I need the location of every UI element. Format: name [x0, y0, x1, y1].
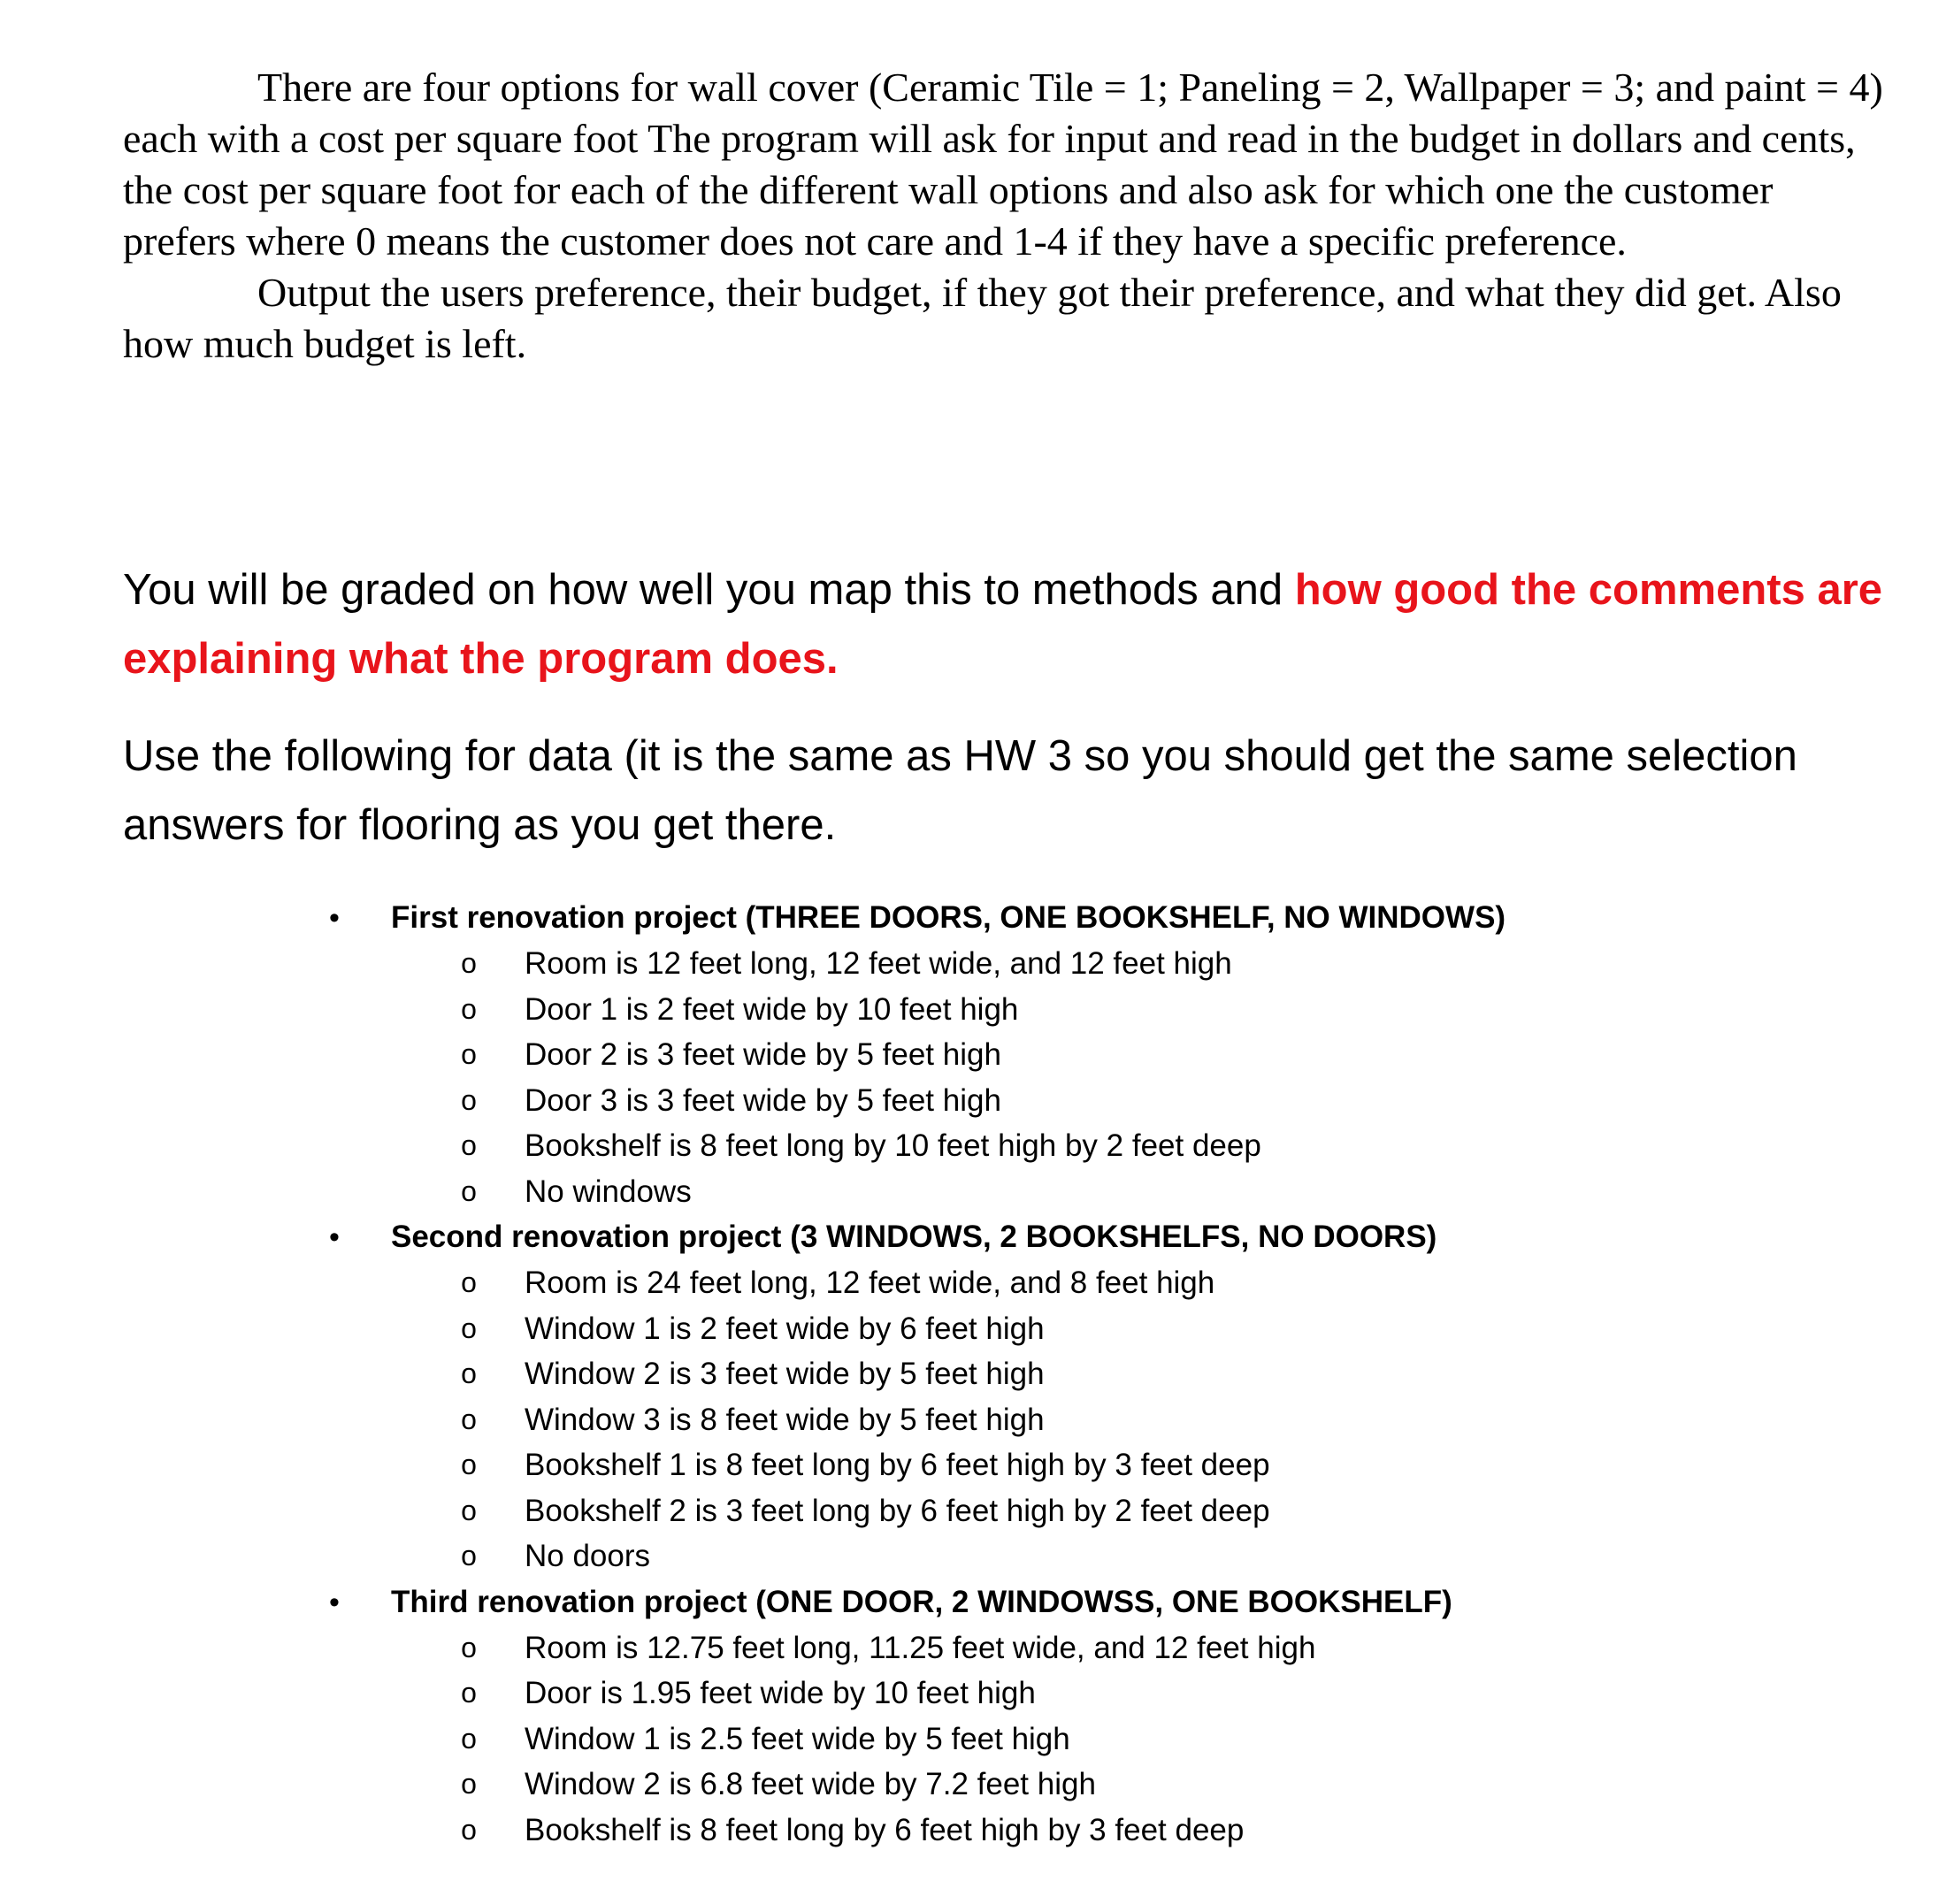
project-detail-item	[0, 1488, 1946, 1534]
project-title: Second renovation project (3 WINDOWS, 2 BOOKSHELFS, NO DOORS)	[391, 1220, 1437, 1254]
grading-statement-emphasis: how good the comments are explaining what the program does.	[123, 566, 1883, 683]
project-detail-text: No windows	[525, 1174, 692, 1209]
renovation-project	[0, 1579, 1946, 1854]
project-detail-text: Bookshelf is 8 feet long by 10 feet high by 2 feet deep	[525, 1128, 1261, 1163]
renovation-project	[0, 1214, 1946, 1579]
project-detail-text: Window 2 is 6.8 feet wide by 7.2 feet high	[525, 1767, 1096, 1801]
assignment-intro	[123, 62, 1883, 370]
project-detail-text: Door 2 is 3 feet wide by 5 feet high	[525, 1037, 1001, 1072]
project-detail-text: Bookshelf 1 is 8 feet long by 6 feet high by 3 feet deep	[525, 1448, 1270, 1482]
project-detail-text: Bookshelf is 8 feet long by 6 feet high by 3 feet deep	[525, 1812, 1245, 1847]
project-details-list	[391, 941, 1946, 1214]
project-detail-item	[0, 1260, 1946, 1306]
circle-bullet-icon: o	[461, 947, 477, 979]
renovation-projects-list	[0, 895, 1946, 1853]
grading-statement	[123, 555, 1883, 693]
project-detail-item	[0, 1032, 1946, 1078]
project-title: First renovation project (THREE DOORS, ONE BOOKSHELF, NO WINDOWS)	[391, 900, 1506, 935]
renovation-project	[0, 895, 1946, 1214]
project-details-list	[391, 1260, 1946, 1579]
circle-bullet-icon: o	[461, 1722, 477, 1755]
circle-bullet-icon: o	[461, 1677, 477, 1709]
bullet-icon: •	[329, 1220, 340, 1254]
project-detail-item	[0, 1351, 1946, 1397]
circle-bullet-icon: o	[461, 1768, 477, 1800]
circle-bullet-icon: o	[461, 1494, 477, 1526]
project-detail-item	[0, 1762, 1946, 1808]
bullet-icon: •	[329, 1585, 340, 1619]
project-detail-item	[0, 987, 1946, 1033]
project-detail-text: Room is 12 feet long, 12 feet wide, and 12 feet high	[525, 946, 1232, 981]
circle-bullet-icon: o	[461, 1266, 477, 1298]
circle-bullet-icon: o	[461, 1449, 477, 1480]
circle-bullet-icon: o	[461, 1174, 477, 1207]
grading-statement-plain: You will be graded on how well you map this to methods and	[123, 566, 1295, 614]
project-detail-text: Bookshelf 2 is 3 feet long by 6 feet high by 2 feet deep	[525, 1493, 1270, 1528]
project-detail-item	[0, 941, 1946, 987]
project-detail-text: No doors	[525, 1539, 651, 1573]
project-detail-text: Window 3 is 8 feet wide by 5 feet high	[525, 1402, 1045, 1437]
circle-bullet-icon: o	[461, 1357, 477, 1389]
project-detail-item	[0, 1169, 1946, 1215]
project-detail-text: Window 2 is 3 feet wide by 5 feet high	[525, 1357, 1045, 1391]
project-detail-item	[0, 1123, 1946, 1169]
project-detail-text: Window 1 is 2.5 feet wide by 5 feet high	[525, 1721, 1070, 1756]
intro-paragraph-wall-options: There are four options for wall cover (Ceramic Tile = 1; Paneling = 2, Wallpaper = 3; and paint = 4) each with a cost per square foot The program will ask for input and read in the budget in dollars and cents, the cost per square foot for each of the different wall options and also ask for which one the customer prefers where 0 means the customer does not care and 1-4 if they have a specific preference.	[123, 65, 1883, 264]
project-detail-item	[0, 1533, 1946, 1579]
circle-bullet-icon: o	[461, 1083, 477, 1116]
circle-bullet-icon: o	[461, 1540, 477, 1571]
project-detail-text: Door is 1.95 feet wide by 10 feet high	[525, 1676, 1036, 1710]
circle-bullet-icon: o	[461, 1311, 477, 1344]
circle-bullet-icon: o	[461, 1813, 477, 1846]
project-detail-item	[0, 1442, 1946, 1488]
project-detail-item	[0, 1808, 1946, 1854]
project-detail-item	[0, 1717, 1946, 1763]
circle-bullet-icon: o	[461, 1129, 477, 1161]
circle-bullet-icon: o	[461, 1403, 477, 1435]
project-detail-text: Room is 24 feet long, 12 feet wide, and 8 feet high	[525, 1266, 1215, 1300]
bullet-icon: •	[329, 901, 340, 935]
project-detail-text: Room is 12.75 feet long, 11.25 feet wide, and 12 feet high	[525, 1630, 1316, 1665]
project-title: Third renovation project (ONE DOOR, 2 WINDOWSS, ONE BOOKSHELF)	[391, 1584, 1452, 1619]
intro-paragraph-output: Output the users preference, their budget, if they got their preference, and what they did get. Also how much budget is left.	[123, 270, 1842, 366]
circle-bullet-icon: o	[461, 1038, 477, 1070]
project-detail-item	[0, 1397, 1946, 1443]
data-instructions: Use the following for data (it is the same as HW 3 so you should get the same selection answers for flooring as you get there.	[123, 732, 1797, 849]
project-detail-item	[0, 1671, 1946, 1717]
project-detail-item	[0, 1078, 1946, 1124]
project-detail-text: Window 1 is 2 feet wide by 6 feet high	[525, 1311, 1045, 1346]
project-detail-text: Door 3 is 3 feet wide by 5 feet high	[525, 1082, 1001, 1118]
project-detail-text: Door 1 is 2 feet wide by 10 feet high	[525, 991, 1019, 1027]
project-detail-item	[0, 1625, 1946, 1671]
circle-bullet-icon: o	[461, 1631, 477, 1663]
project-detail-item	[0, 1306, 1946, 1352]
circle-bullet-icon: o	[461, 992, 477, 1025]
project-details-list	[391, 1625, 1946, 1854]
